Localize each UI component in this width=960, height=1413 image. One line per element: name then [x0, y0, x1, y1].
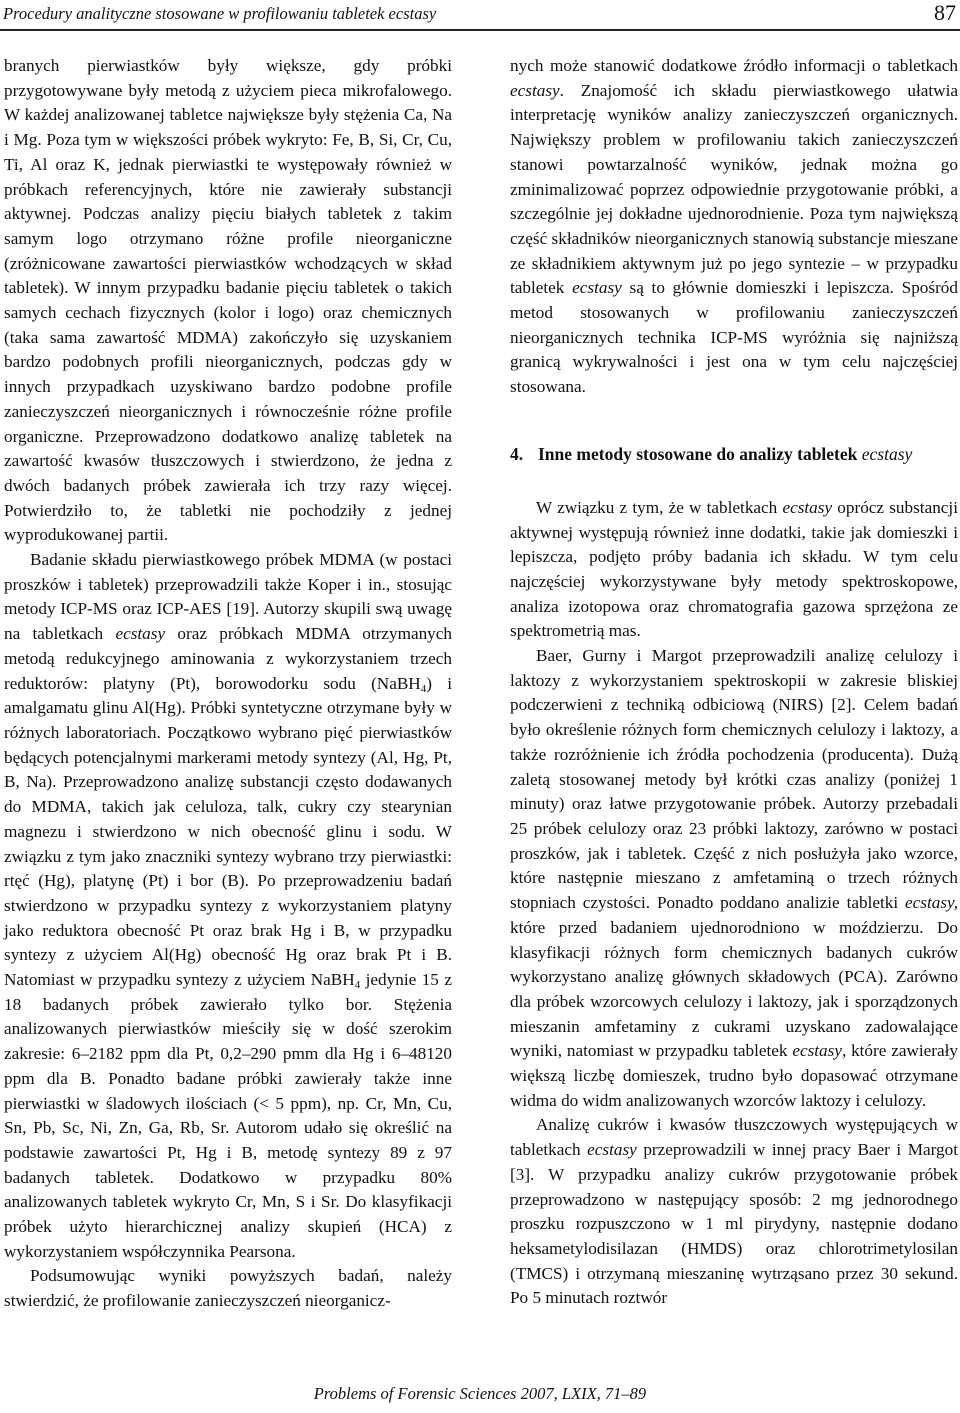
- text-run: oraz próbkach MDMA otrzymanych metodą redukcyjnego aminowania z wykorzystaniem trzech reduktorów: platyny (Pt), borowodorku sodu (NaBH: [4, 624, 452, 693]
- header-rule: [0, 29, 960, 31]
- text-run-italic: ecstasy: [861, 443, 913, 464]
- paragraph: [510, 496, 958, 644]
- paragraph: [510, 54, 958, 400]
- text-run: , które zawierały większą liczbę domieszek, trudno było dopasować otrzymane widma do widm analizowanych wzorców laktozy i celulozy.: [510, 1041, 958, 1110]
- paragraph: [4, 548, 452, 1264]
- section-title: [538, 442, 958, 466]
- text-run-italic: ecstasy: [510, 80, 560, 100]
- subscript: 4: [354, 979, 361, 992]
- text-run-italic: ecstasy: [587, 1140, 637, 1160]
- text-run: Inne metody stosowane do analizy tabletek: [538, 443, 862, 464]
- text-run: Baer, Gurny i Margot przeprowadzili analizę celulozy i laktozy z wykorzystaniem spektroskopii w zakresie bliskiej podczerwieni z techniką odbiciową (NIRS) [2]. Celem badań było określenie różnych form chemicznych celulozy i laktozy, a także rozróżnienie ich źródła pochodzenia (producenta). Dużą zaletą stosowanej metody był krótki czas analizy (poniżej 1 minuty) oraz łatwe przygotowanie próbek. Autorzy przebadali 25 próbek celulozy oraz 23 próbki laktozy, zarówno w postaci proszków, jak i tabletek. Część z nich posłużyła jako wzorce, które następnie mieszano z amfetaminą o trzech różnych stopniach czystości. Ponadto poddano analizie tabletki: [510, 646, 958, 913]
- text-run: oprócz substancji aktywnej występują również inne dodatki, takie jak domieszki i lepiszcza, podjęto próby badania ich składu. W tym celu najczęściej wykorzystywane były metody spektroskopowe, analiza izotopowa oraz chromatografia gazowa sprzężona ze spektrometrią mas.: [510, 497, 958, 641]
- text-run-italic: ecstasy: [572, 278, 622, 298]
- text-run-italic: ecstasy,: [905, 893, 958, 913]
- text-run: ) i amalgamatu glinu Al(Hg). Próbki syntetyczne otrzymane były w różnych laboratoriach. Początkowo wybrano pięć pierwiastków będących potencjalnymi markerami metody syntezy (Al, Hg, Pt, B, Na). Przeprowadzono analizę substancji często dodawanych do MDMA, takich jak celuloza, talk, cukry czy stearynian magnezu i stwierdzono w nich obecność glinu i sodu. W związku z tym jako znaczniki syntezy wybrano trzy pierwiastki: rtęć (Hg), platynę (Pt) i bor (B). Po przeprowadzeniu badań stwierdzono w przypadku syntezy z wykorzystaniem platyny jako reduktora obecność Pt oraz brak Hg i B, w przypadku syntezy z użyciem Al(Hg) obecność Hg oraz brak Pt i B. Natomiast w przypadku syntezy z użyciem NaBH: [4, 673, 452, 990]
- text-run-italic: ecstasy: [782, 497, 833, 517]
- page-number: 87: [934, 0, 956, 25]
- subscript: 4: [420, 682, 427, 695]
- section-heading: [510, 442, 958, 466]
- right-column: [510, 54, 958, 1311]
- text-run: przeprowadzili w innej pracy Baer i Margot [3]. W przypadku analizy cukrów przygotowanie próbek przeprowadzono w następujący sposób: 2 mg jednorodnego proszku rozpuszczono w 1 ml pirydyny, następnie dodano heksametylodisilazan (HMDS) oraz chlorotrimetylosilan (TMCS) i otrzymaną mieszaninę wytrząsano przez 30 sekund. Po 5 minutach roztwór: [510, 1140, 959, 1308]
- text-run: które przed badaniem ujednorodniono w moździerzu. Do klasyfikacji różnych form chemicznych badanych cukrów wykorzystano analizę głównych składowych (PCA). Zarówno dla próbek wzorcowych celulozy i laktozy, jak i sporządzonych mieszanin amfetaminy z cukrami uzyskano zadowalające wyniki, natomiast w przypadku tabletek: [510, 917, 958, 1061]
- text-run: . Znajomość ich składu pierwiastkowego ułatwia interpretację wyników analizy zanieczyszczeń organicznych. Największy problem w profilowaniu takich zanieczyszczeń stanowi powtarzalność wyników, jednak można go zminimalizować poprzez odpowiednie przygotowanie próbki, a szczególnie jej dokładne ujednorodnienie. Poza tym największą część składników nieorganicznych stanowią substancje mieszane ze składnikiem aktywnym już po jego syntezie – w przypadku tabletek: [510, 80, 958, 298]
- text-run: Analizę cukrów i kwasów tłuszczowych występujących w tabletkach: [510, 1115, 958, 1160]
- paragraph: [4, 54, 452, 548]
- left-column: [4, 54, 452, 1314]
- text-run: W związku z tym, że w tabletkach: [536, 497, 783, 517]
- text-run: Badanie składu pierwiastkowego próbek MDMA (w postaci proszków i tabletek) przeprowadzili także Koper i in., stosując metody ICP-MS oraz ICP-AES [19]. Autorzy skupili swą uwagę na tabletkach: [4, 550, 452, 644]
- text-run: Podsumowując wyniki powyższych badań, należy stwierdzić, że profilowanie zanieczyszczeń nieorganicz-: [4, 1266, 452, 1311]
- running-title: Procedury analityczne stosowane w profilowaniu tabletek ecstasy: [3, 4, 437, 23]
- section-number: 4.: [510, 443, 524, 464]
- text-run: jedynie 15 z 18 badanych próbek zawierało tylko bor. Stężenia analizowanych pierwiastków mieściły się w dość szerokim zakresie: 6–2182 ppm dla Pt, 0,2–290 pmm dla Hg i 6–48120 ppm dla B. Ponadto badane próbki zawierały także inne pierwiastki w śladowych ilościach (< 5 ppm), np. Cr, Mn, Cu, Sn, Pb, Sc, Ni, Zn, Ga, Rb, Sr. Autorom udało się określić na podstawie zawartości Pt, Hg i B, metodę syntezy 89 z 97 badanych tabletek. Dodatkowo w przypadku 80% analizowanych tabletek wykryto Cr, Mn, S i Sr. Do klasyfikacji próbek użyto hierarchicznej analizy skupień (HCA) z wykorzystaniem współczynnika Pearsona.: [4, 970, 452, 1261]
- text-run-italic: ecstasy: [792, 1041, 842, 1061]
- paragraph: [510, 1113, 958, 1311]
- paragraph: [4, 1264, 452, 1313]
- text-run: są to głównie domieszki i lepiszcza. Spośród metod stosowanych w profilowaniu zanieczyszczeń nieorganicznych technika ICP-MS wyróżnia się najniższą granicą wykrywalności i jest ona w tym celu najczęściej stosowana.: [510, 278, 958, 397]
- text-run: branych pierwiastków były większe, gdy próbki przygotowywane były metodą z użyciem pieca mikrofalowego. W każdej analizowanej tabletce największe były stężenia Ca, Na i Mg. Poza tym w większości próbek wykryto: Fe, B, Si, Cr, Cu, Ti, Al oraz K, jednak pierwiastki te występowały również w próbkach referencyjnych, które nie zawierały substancji aktywnej. Podczas analizy pięciu białych tabletek z takim samym logo otrzymano różne profile nieorganiczne (zróżnicowane zawartości pierwiastków wchodzących w skład tabletek). W innym przypadku badanie pięciu tabletek o takich samych cechach fizycznych (kolor i logo) oraz chemicznych (taka sama zawartość MDMA) zakończyło się uzyskaniem bardzo podobnych profili nieorganicznych, podczas gdy w innych przypadkach uzyskiwano bardzo podobne profile zanieczyszczeń nieorganicznych i równocześnie różne profile organiczne. Przeprowadzono dodatkowo analizę tabletek na zawartość kwasów tłuszczowych i stwierdzono, że jedna z dwóch badanych próbek zawierała ich trzy razy więcej. Potwierdziło to, że tabletki nie pochodziły z jednej wyprodukowanej partii.: [4, 56, 452, 545]
- text-run-italic: ecstasy: [115, 624, 166, 644]
- journal-footer: Problems of Forensic Sciences 2007, LXIX, 71–89: [313, 1384, 647, 1403]
- paragraph: [510, 644, 958, 1113]
- running-header: [0, 0, 960, 34]
- text-run: nych może stanowić dodatkowe źródło informacji o tabletkach: [510, 56, 958, 75]
